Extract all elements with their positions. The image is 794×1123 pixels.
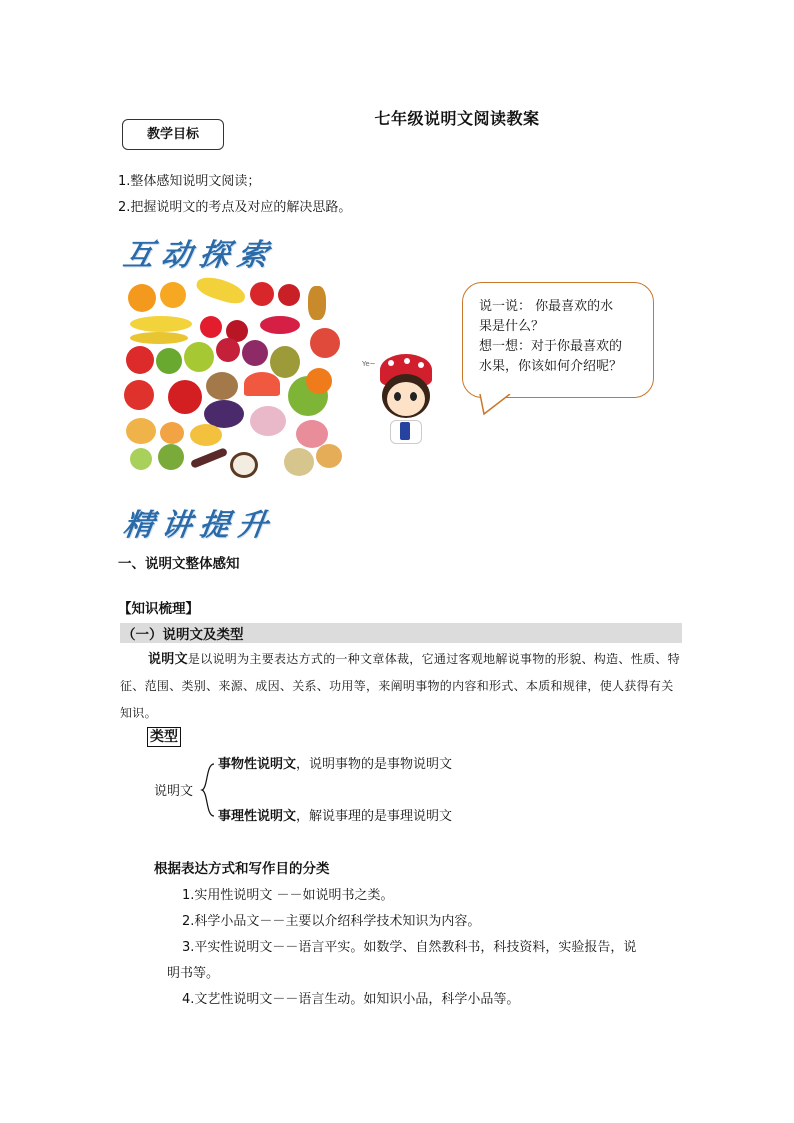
knowledge-heading: 【知识梳理】 xyxy=(118,601,199,617)
class-item-4: 4.文艺性说明文－－语言生动。如知识小品，科学小品等。 xyxy=(182,992,520,1007)
types-label: 类型 xyxy=(147,727,181,747)
bubble-line-1: 说一说： 你最喜欢的水 xyxy=(479,299,614,314)
tree-branch-1 xyxy=(218,753,452,772)
definition-term: 说明文 xyxy=(148,652,188,667)
subsection-heading: （一）说明文及类型 xyxy=(120,623,682,643)
teaching-goal-label: 教学目标 xyxy=(122,119,224,150)
fruit-illustration xyxy=(120,276,350,484)
branch-1-text: ，说明事物的是事物说明文 xyxy=(296,757,453,772)
banner-interactive-explore: 互动探索 xyxy=(121,238,278,273)
class-item-3-cont: 明书等。 xyxy=(167,966,220,981)
section-heading: 一、说明文整体感知 xyxy=(118,556,240,572)
bubble-line-4: 水果，你该如何介绍呢？ xyxy=(479,359,623,374)
branch-2-term: 事理性说明文 xyxy=(218,809,297,824)
definition-paragraph xyxy=(120,646,680,727)
tree-root: 说明文 xyxy=(154,784,194,799)
banner-lecture-improve: 精讲提升 xyxy=(121,508,278,543)
brace-icon xyxy=(198,762,218,818)
speech-bubble xyxy=(462,282,654,398)
definition-text: 是以说明为主要表达方式的一种文章体裁，它通过客观地解说事物的形貌、构造、性质、特征、范围、类别、来源、成因、关系、功用等，来阐明事物的内容和形式、本质和规律，使人获得有关知识。 xyxy=(120,652,680,720)
tree-branch-2 xyxy=(218,805,452,824)
cartoon-girl-illustration: Ye~ xyxy=(360,352,450,448)
page-title: 七年级说明文阅读教案 xyxy=(374,109,540,128)
branch-1-term: 事物性说明文 xyxy=(218,757,297,772)
classify-heading: 根据表达方式和写作目的分类 xyxy=(154,861,330,877)
goal-item-1: 1.整体感知说明文阅读； xyxy=(118,174,261,189)
class-item-3: 3.平实性说明文－－语言平实。如数学、自然教科书，科技资料，实验报告，说 xyxy=(182,940,637,955)
bubble-line-3: 想一想：对于你最喜欢的 xyxy=(479,339,623,354)
branch-2-text: ，解说事理的是事理说明文 xyxy=(296,809,453,824)
speech-bubble-tail xyxy=(476,394,516,416)
goal-item-2: 2.把握说明文的考点及对应的解决思路。 xyxy=(118,200,352,215)
class-item-2: 2.科学小品文－－主要以介绍科学技术知识为内容。 xyxy=(182,914,481,929)
class-item-1: 1.实用性说明文 －－如说明书之类。 xyxy=(182,888,394,903)
bubble-line-2: 果是什么？ xyxy=(479,319,545,334)
